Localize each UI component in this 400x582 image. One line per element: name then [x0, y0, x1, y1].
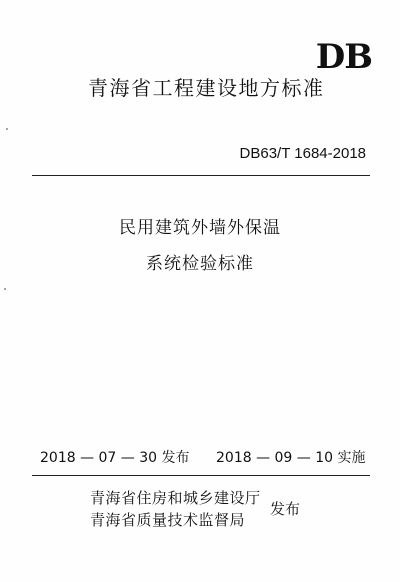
publish-date: 2018 — 07 — 30 发布 [40, 450, 190, 466]
document-title-line-2: 系统检验标准 [146, 254, 254, 274]
db-logo: DB [315, 37, 372, 77]
implement-date: 2018 — 09 — 10 实施 [216, 450, 366, 466]
document-title-line-1: 民用建筑外墙外保温 [119, 218, 281, 238]
bottom-divider [32, 475, 370, 476]
issuer-2: 青海省质量技术监督局 [90, 511, 246, 529]
scan-speck [6, 128, 8, 130]
standard-number: DB63/T 1684-2018 [239, 145, 366, 162]
issuer-1: 青海省住房和城乡建设厅 [90, 489, 261, 507]
scan-speck [4, 288, 6, 290]
standard-title: 青海省工程建设地方标准 [88, 76, 325, 100]
top-divider [32, 175, 370, 176]
issue-label: 发布 [270, 500, 301, 518]
